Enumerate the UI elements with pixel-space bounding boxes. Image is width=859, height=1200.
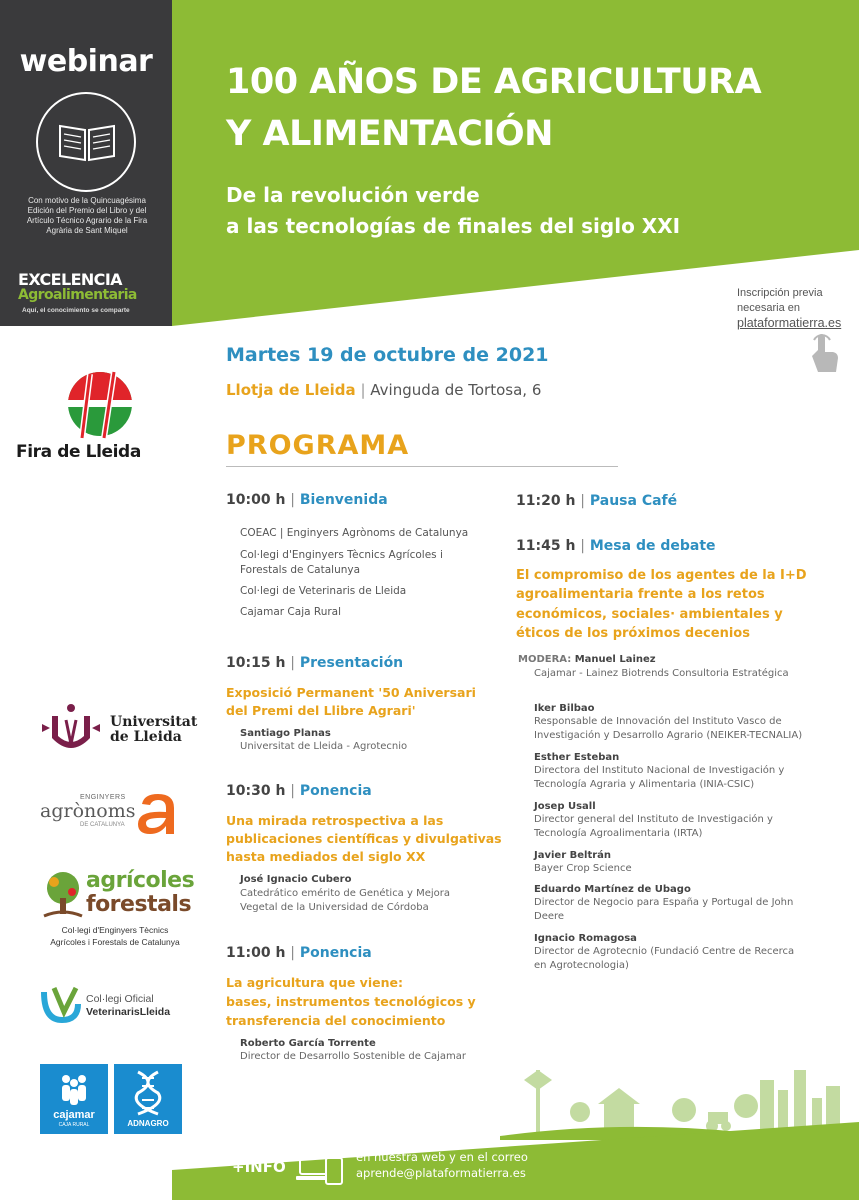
udl-name <box>110 715 197 745</box>
contact-email[interactable]: aprende@plataformatierra.es <box>356 1166 526 1180</box>
agronoms-name: agrònoms <box>40 800 136 822</box>
talk-title: La agricultura que viene: <box>226 975 403 990</box>
debate-title: éticos de los próximos decenios <box>516 626 750 641</box>
panelist-name: Javier Beltrán <box>534 850 612 861</box>
panelist-name: Ignacio Romagosa <box>534 933 637 944</box>
brand-line2: Agroalimentaria <box>18 287 137 303</box>
debate-title: El compromiso de los agentes de la I+D <box>516 568 807 583</box>
speaker-role: Catedrático emérito de Genética y Mejora <box>240 888 451 899</box>
talk-title: Una mirada retrospectiva a las <box>226 813 444 828</box>
venue-name: Llotja de Lleida <box>226 381 356 399</box>
panelist-name: Eduardo Martínez de Ubago <box>534 884 691 895</box>
forestals-caption <box>40 924 190 948</box>
program-divider <box>226 466 618 467</box>
slot-label: Bienvenida <box>299 492 388 508</box>
slot-label: Presentación <box>299 655 404 671</box>
panelist-name: Josep Usall <box>534 801 596 812</box>
talk-title: Exposició Permanent '50 Aniversari <box>226 685 476 700</box>
welcome-item: Col·legi d'Enginyers Tècnics Agrícoles i <box>240 549 443 561</box>
moderator <box>518 654 656 665</box>
venue-separator: | <box>360 381 366 399</box>
welcome-item: Col·legi de Veterinaris de Lleida <box>240 585 407 597</box>
pointer-hand-icon <box>808 332 840 374</box>
registration-link[interactable]: plataformatierra.es <box>737 316 842 330</box>
speaker-role: Universitat de Lleida - Agrotecnio <box>240 741 408 752</box>
cajamar-name: cajamar <box>53 1109 95 1121</box>
talk-title: bases, instrumentos tecnológicos y <box>226 994 476 1009</box>
adnagro-name: ADNAGRO <box>127 1119 169 1128</box>
brand-line1: EXCELENCIA <box>18 270 122 289</box>
contact-line1: en nuestra web y en el correo <box>356 1150 528 1164</box>
program-heading: PROGRAMA <box>226 430 410 461</box>
more-info-label: +INFO <box>232 1158 286 1176</box>
webinar-badge: webinar <box>19 44 153 79</box>
brand-tagline: Aquí, el conocimiento se comparte <box>22 307 130 314</box>
registration-note <box>737 286 855 332</box>
vet-line1: Col·legi Oficial <box>86 993 154 1005</box>
slot-label: Pausa Café <box>589 493 678 509</box>
page-subtitle <box>226 180 836 242</box>
debate-title: agroalimentaria frente a los retos <box>516 587 765 602</box>
speaker-role: Vegetal de la Universidad de Córdoba <box>240 902 429 913</box>
registration-line2: necesaria en <box>737 302 800 314</box>
book-icon <box>36 92 136 192</box>
slot-1120 <box>516 493 677 509</box>
slot-1015 <box>226 655 403 671</box>
talk-title: hasta mediados del siglo XX <box>226 849 426 864</box>
slot-time: 10:00 h <box>226 492 286 508</box>
panelist-role: Bayer Crop Science <box>534 863 632 874</box>
agronoms-small: ENGINYERS <box>80 794 126 801</box>
slot-time: 11:20 h <box>516 493 576 509</box>
moderator-name: Manuel Lainez <box>574 654 656 665</box>
speaker-name: José Ignacio Cubero <box>240 874 352 885</box>
fira-lleida-name: Fira de Lleida <box>16 442 141 462</box>
forestals-tree-icon <box>40 870 86 920</box>
talk-title: publicaciones científicas y divulgativas <box>226 831 502 846</box>
cajamar-sub: CAJA RURAL <box>58 1122 90 1128</box>
slot-separator: | <box>290 492 295 508</box>
slot-separator: | <box>580 538 585 554</box>
event-venue <box>226 381 541 399</box>
udl-line2: de Lleida <box>110 729 182 745</box>
talk-title: transferencia del conocimiento <box>226 1013 446 1028</box>
agronoms-a-icon <box>134 790 184 836</box>
panelist-name: Iker Bilbao <box>534 703 595 714</box>
welcome-item: Forestals de Catalunya <box>240 564 361 576</box>
page-title <box>226 56 846 160</box>
slot-separator: | <box>290 655 295 671</box>
panelist-role: Responsable de Innovación del Instituto Vasco de <box>534 716 782 727</box>
event-note: Con motivo de la Quincuagésima Edición del Premio del Libro y del Artículo Técnico Agrario de la Fira Agrària de Sant Miquel <box>26 196 148 235</box>
subtitle-line1: De la revolución verde <box>226 183 480 207</box>
panelist-role: Directora del Instituto Nacional de Investigación y <box>534 765 785 776</box>
slot-1030 <box>226 783 372 799</box>
venue-address: Avinguda de Tortosa, 6 <box>370 381 542 399</box>
panelist-role: Director de Negocio para España y Portugal de John <box>534 897 794 908</box>
welcome-item: Cajamar Caja Rural <box>240 606 342 618</box>
panelist-role: Tecnología Agroalimentaria (IRTA) <box>534 828 703 839</box>
panelist-role: Director de Agrotecnio (Fundació Centre de Recerca <box>534 946 795 957</box>
slot-separator: | <box>580 493 585 509</box>
panelist-name: Esther Esteban <box>534 752 620 763</box>
panelist-role: Investigación y Desarrollo Agrario (NEIKER-TECNALIA) <box>534 730 803 741</box>
slot-1000 <box>226 492 388 508</box>
speaker-name: Santiago Planas <box>240 728 331 739</box>
vet-lleida-icon <box>40 984 82 1024</box>
slot-label: Ponencia <box>299 783 372 799</box>
talk-title: del Premi del Llibre Agrari' <box>226 703 416 718</box>
forestals-caption-line1: Col·legi d'Enginyers Tècnics <box>61 925 169 935</box>
title-line2: Y ALIMENTACIÓN <box>226 114 553 154</box>
forestals-line2: forestals <box>86 892 192 917</box>
panelist-role: Tecnología Agraria y Alimentaria (INIA-CSIC) <box>534 779 755 790</box>
slot-1145 <box>516 538 716 554</box>
forestals-line1: agrícoles <box>86 868 195 893</box>
slot-time: 11:00 h <box>226 945 286 961</box>
subtitle-line2: a las tecnologías de finales del siglo XXI <box>226 214 681 238</box>
event-date: Martes 19 de octubre de 2021 <box>226 344 549 366</box>
udl-emblem <box>38 700 104 756</box>
slot-time: 11:45 h <box>516 538 576 554</box>
registration-line1: Inscripción previa <box>737 287 823 299</box>
panelist-role: Director general del Instituto de Investigación y <box>534 814 773 825</box>
slot-1100 <box>226 945 372 961</box>
speaker-role: Director de Desarrollo Sostenible de Cajamar <box>240 1051 467 1062</box>
welcome-item: COEAC | Enginyers Agrònoms de Catalunya <box>240 527 469 539</box>
vet-line2: VeterinarisLleida <box>86 1006 171 1018</box>
forestals-caption-line2: Agrícoles i Forestals de Catalunya <box>50 937 180 947</box>
slot-time: 10:30 h <box>226 783 286 799</box>
moderator-role: Cajamar - Lainez Biotrends Consultoria Estratégica <box>534 668 789 679</box>
slot-separator: | <box>290 945 295 961</box>
moderator-label: MODERA: <box>518 654 572 665</box>
agronoms-sub: DE CATALUNYA <box>80 822 125 828</box>
udl-line1: Universitat <box>110 714 198 730</box>
sidebar-panel <box>0 0 172 326</box>
slot-separator: | <box>290 783 295 799</box>
slot-time: 10:15 h <box>226 655 286 671</box>
speaker-name: Roberto García Torrente <box>240 1038 376 1049</box>
title-line1: 100 AÑOS DE AGRICULTURA <box>226 62 762 102</box>
panelist-role: en Agrotecnologia) <box>534 960 629 971</box>
panelist-role: Deere <box>534 911 565 922</box>
slot-label: Ponencia <box>299 945 372 961</box>
devices-icon <box>296 1146 344 1186</box>
slot-label: Mesa de debate <box>589 538 716 554</box>
debate-title: económicos, sociales· ambientales y <box>516 607 783 622</box>
